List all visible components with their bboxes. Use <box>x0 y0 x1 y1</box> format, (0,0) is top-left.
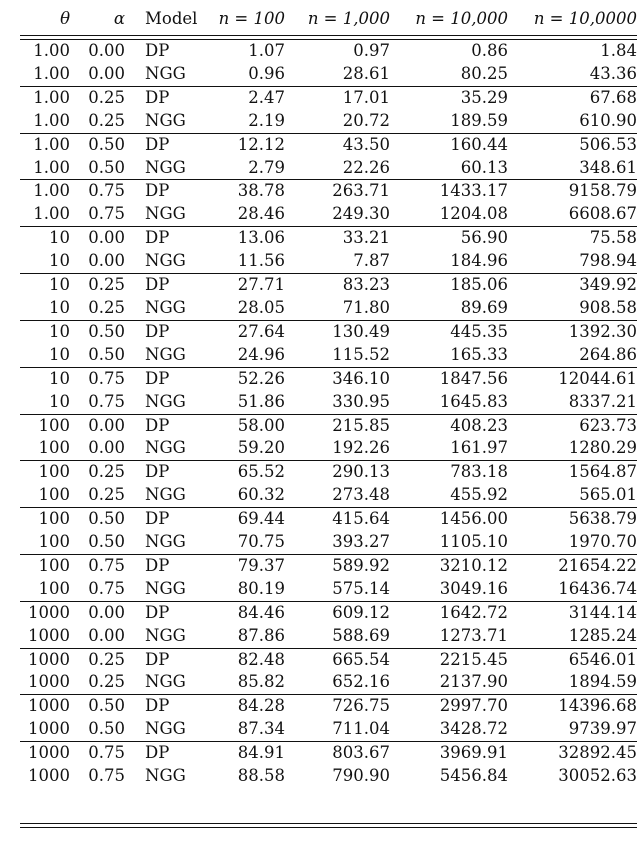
table-row <box>20 367 637 390</box>
cell-n-1000: 588.69 <box>332 625 390 645</box>
cell-n-100: 24.96 <box>237 344 285 364</box>
cell-n-10000: 3049.16 <box>439 578 508 598</box>
cell-model: DP <box>145 228 170 248</box>
cell-n-1000: 263.71 <box>332 181 390 201</box>
cell-model: NGG <box>145 485 186 505</box>
cell-n-100000: 43.36 <box>589 63 637 83</box>
cell-alpha: 0.25 <box>88 462 125 482</box>
cell-model: DP <box>145 509 170 529</box>
cell-n-100: 51.86 <box>237 391 285 411</box>
cell-n-10000: 1645.83 <box>439 391 508 411</box>
cell-alpha: 0.50 <box>88 344 125 364</box>
cell-n-100: 13.06 <box>237 228 285 248</box>
cell-alpha: 0.00 <box>88 63 125 83</box>
cell-alpha: 0.75 <box>88 578 125 598</box>
cell-model: DP <box>145 181 170 201</box>
cell-n-10000: 2997.70 <box>439 696 508 716</box>
cell-model: NGG <box>145 719 186 739</box>
cell-n-100000: 9158.79 <box>568 181 637 201</box>
cell-n-1000: 346.10 <box>332 368 390 388</box>
cell-model: NGG <box>145 766 186 786</box>
cell-n-1000: 393.27 <box>332 532 390 552</box>
cell-model: DP <box>145 275 170 295</box>
cell-theta: 1.00 <box>33 87 70 107</box>
cell-theta: 100 <box>38 555 70 575</box>
table-row <box>20 320 637 343</box>
cell-theta: 1000 <box>28 719 70 739</box>
cell-n-1000: 652.16 <box>332 672 390 692</box>
cell-n-100000: 1894.59 <box>568 672 637 692</box>
cell-n-100: 12.12 <box>237 134 285 154</box>
cell-n-100: 79.37 <box>237 555 285 575</box>
cell-alpha: 0.00 <box>88 251 125 271</box>
cell-n-1000: 115.52 <box>332 344 390 364</box>
cell-n-100: 28.05 <box>237 297 285 317</box>
cell-model: DP <box>145 415 170 435</box>
table-row <box>20 531 637 554</box>
cell-model: DP <box>145 41 170 60</box>
header-theta: θ <box>60 9 70 28</box>
cell-theta: 1000 <box>28 602 70 622</box>
cell-model: DP <box>145 602 170 622</box>
cell-theta: 100 <box>38 532 70 552</box>
cell-n-1000: 575.14 <box>332 578 390 598</box>
cell-n-100000: 506.53 <box>579 134 637 154</box>
table-row <box>20 414 637 437</box>
cell-model: DP <box>145 696 170 716</box>
cell-theta: 1000 <box>28 649 70 669</box>
cell-n-10000: 1847.56 <box>439 368 508 388</box>
cell-alpha: 0.25 <box>88 87 125 107</box>
table-row <box>20 648 637 671</box>
cell-n-1000: 790.90 <box>332 766 390 786</box>
cell-alpha: 0.50 <box>88 134 125 154</box>
cell-n-100000: 12044.61 <box>558 368 637 388</box>
cell-theta: 1000 <box>28 625 70 645</box>
cell-alpha: 0.75 <box>88 766 125 786</box>
table-row <box>20 180 637 203</box>
cell-model: DP <box>145 134 170 154</box>
cell-n-100: 11.56 <box>237 251 285 271</box>
cell-theta: 1.00 <box>33 41 70 60</box>
cell-alpha: 0.75 <box>88 555 125 575</box>
header-row <box>20 3 637 36</box>
cell-model: DP <box>145 555 170 575</box>
table-row <box>20 718 637 741</box>
cell-n-10000: 1273.71 <box>439 625 508 645</box>
cell-model: NGG <box>145 578 186 598</box>
table-row <box>20 86 637 109</box>
cell-n-100000: 3144.14 <box>568 602 637 622</box>
cell-alpha: 0.50 <box>88 532 125 552</box>
cell-n-10000: 0.86 <box>471 41 508 60</box>
table-row <box>20 203 637 226</box>
cell-n-100: 2.79 <box>248 157 285 177</box>
cell-n-100: 60.32 <box>237 485 285 505</box>
cell-model: DP <box>145 321 170 341</box>
cell-theta: 1000 <box>28 696 70 716</box>
cell-model: NGG <box>145 532 186 552</box>
cell-n-10000: 408.23 <box>450 415 508 435</box>
cell-alpha: 0.25 <box>88 275 125 295</box>
cell-n-100: 59.20 <box>237 438 285 458</box>
cell-n-1000: 589.92 <box>332 555 390 575</box>
cell-n-100: 27.71 <box>237 275 285 295</box>
cell-n-100: 70.75 <box>237 532 285 552</box>
cell-n-10000: 2215.45 <box>439 649 508 669</box>
cell-theta: 10 <box>49 251 70 271</box>
cell-n-1000: 711.04 <box>332 719 390 739</box>
cell-alpha: 0.75 <box>88 204 125 224</box>
cell-theta: 10 <box>49 321 70 341</box>
cell-n-10000: 189.59 <box>450 110 508 130</box>
cell-n-10000: 161.97 <box>450 438 508 458</box>
cell-theta: 10 <box>49 391 70 411</box>
cell-n-10000: 2137.90 <box>439 672 508 692</box>
cell-n-100000: 565.01 <box>579 485 637 505</box>
cell-n-100: 1.07 <box>248 41 285 60</box>
cell-n-100: 58.00 <box>237 415 285 435</box>
cell-alpha: 0.25 <box>88 672 125 692</box>
cell-n-10000: 35.29 <box>460 87 508 107</box>
table-row <box>20 133 637 156</box>
cell-n-10000: 3428.72 <box>439 719 508 739</box>
cell-alpha: 0.75 <box>88 368 125 388</box>
cell-n-100: 84.28 <box>237 696 285 716</box>
cell-n-1000: 71.80 <box>342 297 390 317</box>
cell-n-100000: 623.73 <box>579 415 637 435</box>
cell-alpha: 0.00 <box>88 415 125 435</box>
cell-n-1000: 192.26 <box>332 438 390 458</box>
cell-model: DP <box>145 462 170 482</box>
cell-model: NGG <box>145 438 186 458</box>
bottom-rule <box>20 823 637 824</box>
table-row <box>20 484 637 507</box>
cell-n-10000: 60.13 <box>460 157 508 177</box>
cell-n-100000: 1285.24 <box>568 625 637 645</box>
cell-n-1000: 726.75 <box>332 696 390 716</box>
cell-n-100000: 9739.97 <box>568 719 637 739</box>
cell-n-100000: 1392.30 <box>568 321 637 341</box>
cell-model: DP <box>145 743 170 763</box>
cell-n-100: 38.78 <box>237 181 285 201</box>
cell-n-100: 84.91 <box>237 743 285 763</box>
cell-n-1000: 803.67 <box>332 743 390 763</box>
cell-alpha: 0.00 <box>88 625 125 645</box>
cell-n-100000: 348.61 <box>579 157 637 177</box>
cell-n-1000: 7.87 <box>353 251 390 271</box>
cell-model: NGG <box>145 625 186 645</box>
cell-alpha: 0.50 <box>88 157 125 177</box>
cell-n-100: 87.86 <box>237 625 285 645</box>
header-alpha: α <box>113 9 125 28</box>
cell-alpha: 0.00 <box>88 228 125 248</box>
cell-model: DP <box>145 649 170 669</box>
header-n-100: n = 100 <box>218 9 285 28</box>
cell-theta: 10 <box>49 228 70 248</box>
cell-n-1000: 43.50 <box>342 134 390 154</box>
table-row <box>20 765 637 788</box>
table-row <box>20 63 637 86</box>
cell-theta: 1.00 <box>33 204 70 224</box>
cell-n-100000: 6546.01 <box>568 649 637 669</box>
table-row <box>20 461 637 484</box>
cell-n-100000: 349.92 <box>579 275 637 295</box>
cell-theta: 1.00 <box>33 110 70 130</box>
cell-theta: 1.00 <box>33 134 70 154</box>
cell-n-1000: 22.26 <box>342 157 390 177</box>
cell-n-100: 2.19 <box>248 110 285 130</box>
cell-n-100000: 610.90 <box>579 110 637 130</box>
table-row <box>20 297 637 320</box>
cell-model: NGG <box>145 110 186 130</box>
table-row <box>20 671 637 694</box>
cell-n-100000: 32892.45 <box>558 743 637 763</box>
table-row <box>20 40 637 63</box>
cell-n-10000: 184.96 <box>450 251 508 271</box>
cell-n-10000: 445.35 <box>450 321 508 341</box>
cell-model: NGG <box>145 672 186 692</box>
table-row <box>20 250 637 273</box>
cell-alpha: 0.00 <box>88 602 125 622</box>
cell-n-100000: 14396.68 <box>558 696 637 716</box>
cell-n-100000: 6608.67 <box>568 204 637 224</box>
cell-n-10000: 3210.12 <box>439 555 508 575</box>
cell-model: NGG <box>145 157 186 177</box>
cell-n-10000: 185.06 <box>450 275 508 295</box>
cell-theta: 1.00 <box>33 157 70 177</box>
cell-n-1000: 215.85 <box>332 415 390 435</box>
cell-n-1000: 273.48 <box>332 485 390 505</box>
cell-n-100: 82.48 <box>237 649 285 669</box>
cell-n-10000: 5456.84 <box>439 766 508 786</box>
table-row <box>20 227 637 250</box>
cell-theta: 1000 <box>28 672 70 692</box>
cell-n-100: 85.82 <box>237 672 285 692</box>
cell-n-1000: 609.12 <box>332 602 390 622</box>
table-row <box>20 601 637 624</box>
cell-n-1000: 0.97 <box>353 41 390 60</box>
table-row <box>20 274 637 297</box>
cell-theta: 100 <box>38 485 70 505</box>
cell-n-10000: 783.18 <box>450 462 508 482</box>
results-table-container <box>20 3 637 788</box>
cell-n-100000: 16436.74 <box>558 578 637 598</box>
cell-n-100000: 1970.70 <box>568 532 637 552</box>
cell-n-100: 84.46 <box>237 602 285 622</box>
table-row <box>20 344 637 367</box>
header-n-10000: n = 10,000 <box>415 9 508 28</box>
cell-n-1000: 130.49 <box>332 321 390 341</box>
cell-theta: 100 <box>38 438 70 458</box>
bottom-rule-double <box>20 827 637 828</box>
cell-n-10000: 160.44 <box>450 134 508 154</box>
table-row <box>20 695 637 718</box>
cell-theta: 100 <box>38 509 70 529</box>
table-row <box>20 742 637 765</box>
table-row <box>20 157 637 180</box>
cell-n-10000: 165.33 <box>450 344 508 364</box>
cell-n-100000: 1564.87 <box>568 462 637 482</box>
cell-n-1000: 330.95 <box>332 391 390 411</box>
cell-alpha: 0.00 <box>88 438 125 458</box>
cell-n-100000: 5638.79 <box>568 509 637 529</box>
cell-theta: 10 <box>49 344 70 364</box>
cell-n-100: 0.96 <box>248 63 285 83</box>
cell-alpha: 0.50 <box>88 509 125 529</box>
cell-n-100000: 1280.29 <box>568 438 637 458</box>
cell-n-100000: 67.68 <box>589 87 637 107</box>
cell-n-100: 69.44 <box>237 509 285 529</box>
cell-n-10000: 1105.10 <box>439 532 508 552</box>
cell-n-100000: 1.84 <box>600 41 637 60</box>
cell-model: NGG <box>145 251 186 271</box>
cell-n-1000: 20.72 <box>342 110 390 130</box>
cell-n-1000: 665.54 <box>332 649 390 669</box>
cell-model: NGG <box>145 391 186 411</box>
cell-n-100000: 75.58 <box>589 228 637 248</box>
cell-theta: 1000 <box>28 743 70 763</box>
cell-theta: 100 <box>38 462 70 482</box>
cell-theta: 10 <box>49 297 70 317</box>
cell-n-10000: 3969.91 <box>439 743 508 763</box>
table-row <box>20 391 637 414</box>
cell-n-10000: 1642.72 <box>439 602 508 622</box>
cell-n-100: 28.46 <box>237 204 285 224</box>
cell-theta: 1.00 <box>33 63 70 83</box>
cell-n-1000: 33.21 <box>342 228 390 248</box>
cell-theta: 1000 <box>28 766 70 786</box>
cell-model: NGG <box>145 63 186 83</box>
cell-theta: 100 <box>38 578 70 598</box>
table-row <box>20 437 637 460</box>
cell-n-100000: 908.58 <box>579 297 637 317</box>
cell-model: DP <box>145 87 170 107</box>
cell-n-100: 88.58 <box>237 766 285 786</box>
cell-alpha: 0.25 <box>88 485 125 505</box>
cell-alpha: 0.75 <box>88 391 125 411</box>
cell-n-10000: 1433.17 <box>439 181 508 201</box>
cell-n-10000: 1204.08 <box>439 204 508 224</box>
cell-n-100000: 21654.22 <box>558 555 637 575</box>
cell-model: NGG <box>145 297 186 317</box>
cell-n-10000: 56.90 <box>460 228 508 248</box>
cell-model: NGG <box>145 344 186 364</box>
table-row <box>20 508 637 531</box>
cell-n-1000: 28.61 <box>342 63 390 83</box>
cell-theta: 1.00 <box>33 181 70 201</box>
cell-alpha: 0.75 <box>88 181 125 201</box>
table-body <box>20 40 637 789</box>
table-row <box>20 554 637 577</box>
cell-model: NGG <box>145 204 186 224</box>
cell-n-10000: 1456.00 <box>439 509 508 529</box>
cell-n-100000: 30052.63 <box>558 766 637 786</box>
cell-n-1000: 415.64 <box>332 509 390 529</box>
cell-n-100000: 8337.21 <box>568 391 637 411</box>
cell-n-1000: 83.23 <box>342 275 390 295</box>
cell-theta: 10 <box>49 368 70 388</box>
cell-n-100: 52.26 <box>237 368 285 388</box>
cell-alpha: 0.25 <box>88 110 125 130</box>
cell-alpha: 0.75 <box>88 743 125 763</box>
cell-alpha: 0.00 <box>88 41 125 60</box>
table-row <box>20 625 637 648</box>
cell-n-100: 27.64 <box>237 321 285 341</box>
cell-alpha: 0.50 <box>88 719 125 739</box>
cell-alpha: 0.25 <box>88 649 125 669</box>
header-n-1000: n = 1,000 <box>307 9 390 28</box>
cell-n-1000: 17.01 <box>342 87 390 107</box>
cell-n-1000: 290.13 <box>332 462 390 482</box>
cell-n-100: 65.52 <box>237 462 285 482</box>
cell-n-10000: 455.92 <box>450 485 508 505</box>
cell-n-100000: 264.86 <box>579 344 637 364</box>
table-row <box>20 110 637 133</box>
header-model: Model <box>145 9 198 28</box>
cell-n-100: 2.47 <box>248 87 285 107</box>
cell-model: DP <box>145 368 170 388</box>
cell-n-100: 87.34 <box>237 719 285 739</box>
table-row <box>20 578 637 601</box>
results-table <box>20 3 637 788</box>
cell-n-10000: 89.69 <box>460 297 508 317</box>
cell-theta: 100 <box>38 415 70 435</box>
cell-n-10000: 80.25 <box>460 63 508 83</box>
header-n-100000: n = 10,0000 <box>533 9 637 28</box>
cell-alpha: 0.50 <box>88 321 125 341</box>
cell-n-100: 80.19 <box>237 578 285 598</box>
cell-alpha: 0.50 <box>88 696 125 716</box>
cell-theta: 10 <box>49 275 70 295</box>
cell-alpha: 0.25 <box>88 297 125 317</box>
cell-n-100000: 798.94 <box>579 251 637 271</box>
table-header <box>20 3 637 40</box>
cell-n-1000: 249.30 <box>332 204 390 224</box>
